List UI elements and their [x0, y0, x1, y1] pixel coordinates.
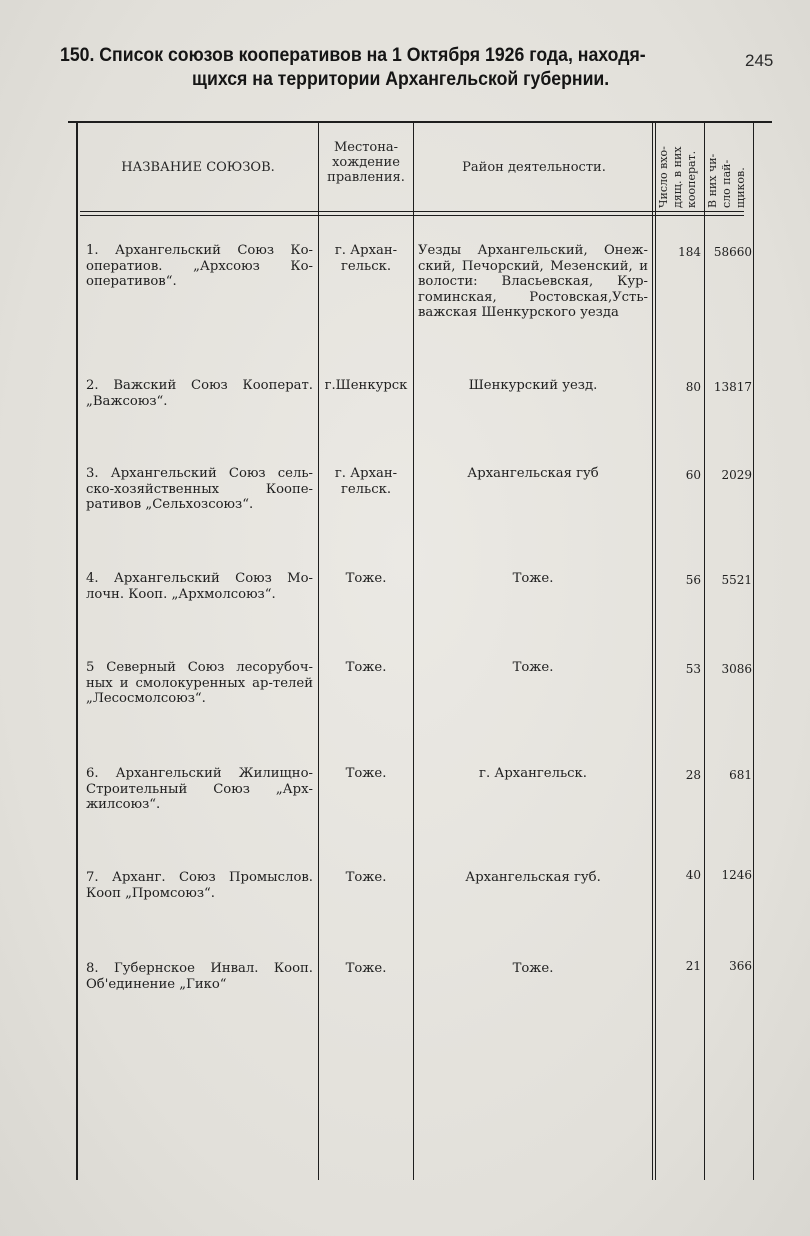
row-name: 3. Архангельский Союз сель-ско-хозяйственных Коопе-ративов „Сельхозсоюз“.: [86, 466, 313, 512]
column-header-coops-2: дящ. в них: [671, 146, 684, 208]
row-location: Тоже.: [345, 961, 387, 976]
row-district: Тоже.: [512, 571, 554, 586]
column-header-coops-3: кооперат.: [685, 150, 698, 208]
column-header-members-2: сло пай-: [720, 159, 733, 208]
row-district: Тоже.: [512, 961, 554, 976]
row-district: Тоже.: [512, 660, 554, 675]
header-bottom-rule-2: [80, 215, 744, 216]
column-header-members-3: щиков.: [734, 167, 747, 208]
row-district: Архангельская губ.: [465, 870, 601, 885]
column-divider-1: [318, 123, 319, 1180]
table-top-rule: [68, 121, 772, 123]
column-header-coops-1: Число вхо-: [657, 146, 670, 208]
row-coops: 56: [685, 573, 701, 587]
row-district: Уезды Архангельский, Онеж-ский, Печорский, Мезенский, и волости: Власьевская, Кур-гоминская, Ростовская,Усть-важская Шенкурского уезда: [418, 243, 648, 320]
row-district: г. Архангельск.: [479, 766, 587, 781]
header-bottom-rule: [80, 211, 744, 212]
page-number: 245: [745, 51, 774, 70]
row-coops: 28: [685, 768, 701, 782]
table-right-border: [753, 123, 754, 1180]
row-members: 2029: [721, 468, 752, 482]
row-location: г.Шенкурск: [324, 378, 408, 393]
page-title: [60, 44, 711, 92]
row-members: 1246: [721, 868, 752, 882]
column-header-district: Район деятельности.: [462, 160, 606, 175]
column-header-members-1: В них чи-: [706, 153, 719, 208]
row-coops: 80: [685, 380, 701, 394]
row-location: Тоже.: [345, 766, 387, 781]
row-name: 8. Губернское Инвал. Кооп. Об'единение „Гико“: [86, 961, 313, 992]
row-location: Тоже.: [345, 571, 387, 586]
row-name: 2. Важский Союз Кооперат. „Важсоюз“.: [86, 378, 313, 409]
table-left-border: [76, 123, 78, 1180]
row-location: Тоже.: [345, 660, 387, 675]
row-name: 7. Арханг. Союз Промыслов. Кооп „Промсоюз“.: [86, 870, 313, 901]
row-coops: 21: [685, 959, 701, 973]
row-location: г. Архан-гельск.: [334, 466, 398, 497]
page-title-line-2: щихся на территории Архангельской губернии.: [192, 69, 610, 90]
row-name: 1. Архангельский Союз Ко-оператиов. „Архсоюз Ко-оперативов“.: [86, 243, 313, 289]
row-members: 13817: [713, 380, 752, 394]
column-header-location: Местона-хождение правления.: [327, 140, 405, 185]
column-divider-4: [704, 123, 705, 1180]
row-district: Архангельская губ: [467, 466, 599, 481]
row-coops: 184: [678, 245, 701, 259]
row-district: Шенкурский уезд.: [468, 378, 598, 393]
row-name: 6. Архангельский Жилищно-Строительный Союз „Арх-жилсоюз“.: [86, 766, 313, 812]
row-location: г. Архан-гельск.: [334, 243, 398, 274]
row-location: Тоже.: [345, 870, 387, 885]
column-divider-3b: [655, 123, 656, 1180]
row-members: 681: [729, 768, 752, 782]
row-members: 58660: [713, 245, 752, 259]
column-divider-2: [413, 123, 414, 1180]
column-header-name: НАЗВАНИЕ СОЮЗОВ.: [121, 160, 275, 175]
row-name: 5 Северный Союз лесорубоч-ных и смолокуренных ар-телей „Лесосмолсоюз“.: [86, 660, 313, 706]
row-coops: 53: [685, 662, 701, 676]
row-members: 3086: [721, 662, 752, 676]
row-members: 366: [729, 959, 752, 973]
page-title-line-1: 150. Список союзов кооперативов на 1 Октября 1926 года, находя-: [60, 45, 646, 66]
column-divider-3: [652, 123, 653, 1180]
row-coops: 60: [685, 468, 701, 482]
row-coops: 40: [685, 868, 701, 882]
row-name: 4. Архангельский Союз Мо-лочн. Кооп. „Архмолсоюз“.: [86, 571, 313, 602]
row-members: 5521: [721, 573, 752, 587]
